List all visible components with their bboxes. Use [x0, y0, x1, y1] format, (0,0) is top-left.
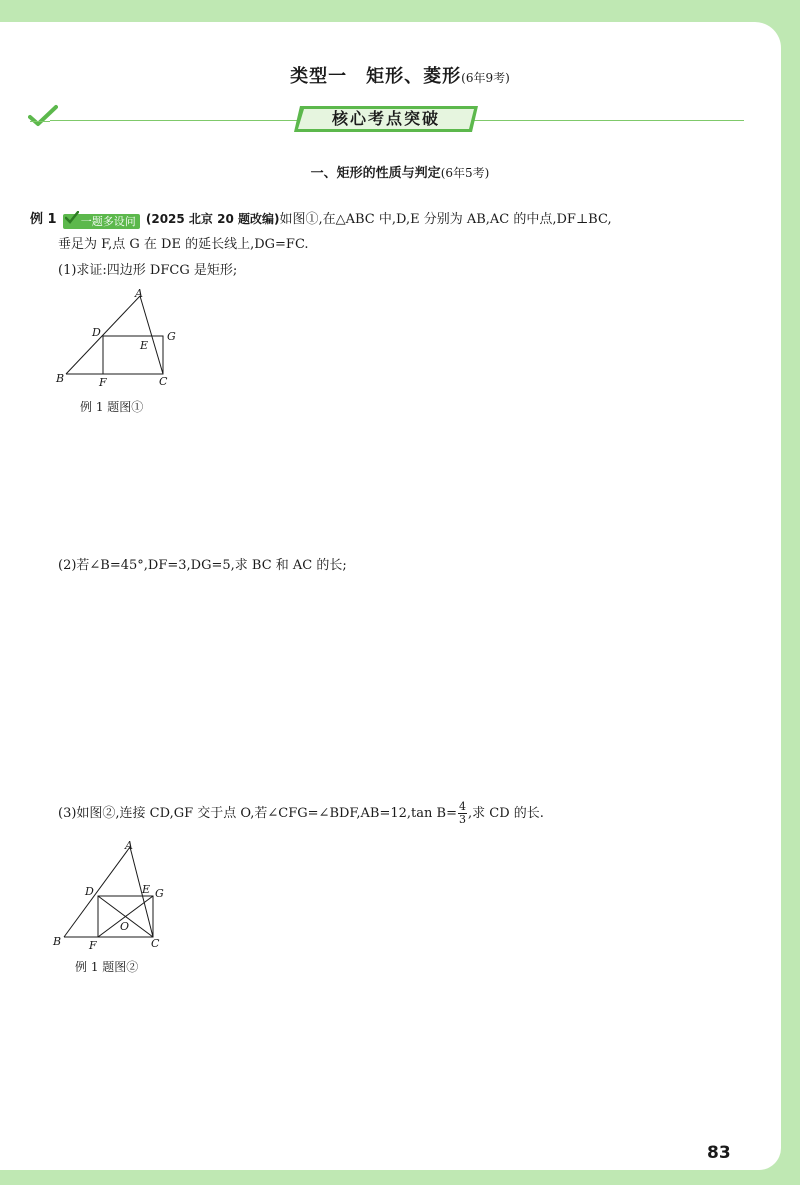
- multi-question-tag: [63, 214, 140, 229]
- example-source: (2025 北京 20 题改编): [145, 212, 280, 226]
- q3-text-after: ,求 CD 的长.: [467, 806, 544, 821]
- fig2-label-b: B: [53, 935, 62, 948]
- section-title-text: 一、矩形的性质与判定: [310, 166, 441, 181]
- type-title-count: (6年9考): [461, 71, 510, 85]
- fraction-four-thirds: [458, 801, 467, 826]
- fig2-label-d: D: [85, 885, 94, 898]
- fig1-label-a: A: [135, 287, 143, 300]
- fig1-rectangle-dfcg: [103, 336, 163, 374]
- question-1: (1)求证:四边形 DFCG 是矩形;: [58, 263, 238, 278]
- fraction-numerator: 4: [458, 800, 466, 813]
- fig1-label-c: C: [159, 375, 168, 388]
- fig2-label-f: F: [89, 939, 97, 952]
- section-title: [0, 162, 800, 181]
- fig1-label-d: D: [92, 326, 101, 339]
- page-sheet: [0, 22, 781, 1170]
- fig2-label-o: O: [120, 920, 130, 933]
- figure-1-caption: 例 1 题图①: [80, 400, 144, 414]
- type-title-text: 类型一 矩形、菱形: [290, 66, 462, 87]
- q3-text-before: (3)如图②,连接 CD,GF 交于点 O,若∠CFG=∠BDF,AB=12,tan B=: [58, 806, 457, 821]
- stem-text-1: 如图①,在△ABC 中,D,E 分别为 AB,AC 的中点,DF⊥BC,: [279, 212, 612, 227]
- tag-check-icon: [65, 211, 79, 225]
- figure-2-caption: 例 1 题图②: [75, 960, 139, 974]
- banner-rule-left: [30, 121, 50, 122]
- fraction-denominator: 3: [458, 813, 466, 826]
- question-3: [58, 800, 544, 828]
- fig1-label-b: B: [56, 372, 65, 385]
- fig2-label-e: E: [142, 883, 151, 896]
- fig2-label-g: G: [155, 887, 164, 900]
- type-title: [0, 62, 800, 88]
- checkmark-icon: [28, 104, 58, 128]
- question-2: (2)若∠B=45°,DF=3,DG=5,求 BC 和 AC 的长;: [58, 558, 347, 573]
- section-count: (6年5考): [440, 166, 490, 180]
- example-label: 例 1: [30, 212, 57, 227]
- example-stem-line2: 垂足为 F,点 G 在 DE 的延长线上,DG=FC.: [58, 237, 309, 252]
- fig1-label-e: E: [140, 339, 149, 352]
- fig1-segment-ac: [140, 296, 163, 374]
- fig2-label-a: A: [125, 839, 133, 852]
- banner-label: 核心考点突破: [331, 109, 440, 128]
- figure-1: [55, 286, 185, 391]
- fig1-label-f: F: [99, 376, 107, 389]
- tag-text: 一题多设问: [80, 215, 136, 228]
- fig1-label-g: G: [167, 330, 176, 343]
- example-stem-line1: [30, 209, 612, 230]
- fig2-label-c: C: [151, 937, 160, 950]
- figure-2: [50, 835, 180, 955]
- page-number: 83: [707, 1143, 731, 1163]
